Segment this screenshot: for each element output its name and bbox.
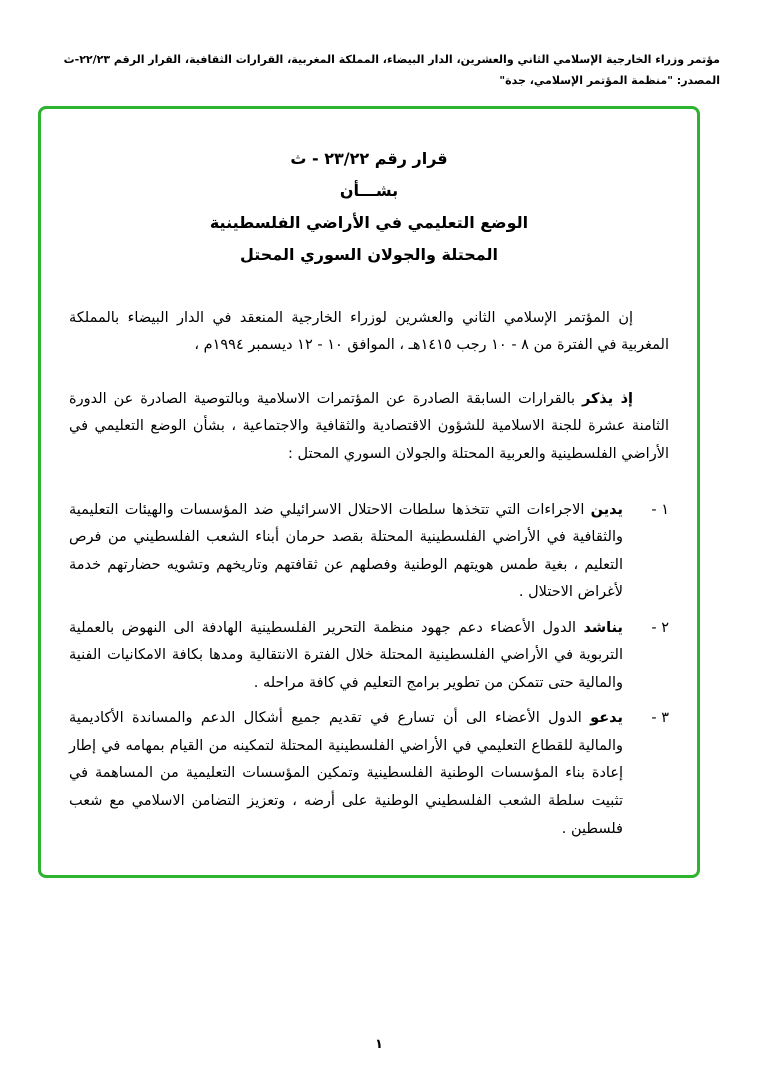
resolution-subject-line2: المحتلة والجولان السوري المحتل <box>239 244 499 264</box>
citation-line2: المصدر: "منظمة المؤتمر الإسلامي، جدة" <box>499 73 720 87</box>
item-lead: يدين <box>590 501 623 518</box>
item-body-text: الدول الأعضاء دعم جهود منظمة التحرير الفلسطينية الهادفة الى النهوض بالعملية التربوية في الأراضي الفلسطينية المحتلة خلال الفترة الانتقالية ومدها بكافة الامكانيات الفنية والمالية حتى تتمكن من تطوير برامج التعليم في كافة مراحله . <box>69 619 623 691</box>
item-lead: يدعو <box>590 710 623 727</box>
operative-items <box>69 497 669 844</box>
list-item <box>69 615 669 698</box>
item-text <box>69 497 623 607</box>
item-number: ٢ - <box>651 619 669 636</box>
preamble-lead: إذ يذكر <box>581 390 634 407</box>
item-body-text: الدول الأعضاء الى أن تسارع في تقديم جميع أشكال الدعم والمساندة الأكاديمية والمالية للقطاع التعليمي في الأراضي الفلسطينية المحتلة لتمكينه من القيام بمهامه في إطار إعادة بناء المؤسسات الوطنية الفلسطينية وتمكين المؤسسات التعليمية من المساهمة في تثبيت سلطة الشعب الفلسطيني الوطنية على أرضه ، وتعزيز التضامن الاسلامي مع شعب فلسطين . <box>69 710 623 837</box>
citation-header <box>0 0 758 92</box>
item-number: ٣ - <box>651 710 669 727</box>
item-text <box>69 705 623 843</box>
preamble-paragraph <box>69 386 669 469</box>
citation-line1: مؤتمر وزراء الخارجية الإسلامي الثاني والعشرين، الدار البيضاء، المملكة المغربية، القرارات الثقافية، القرار الرقم ٢٢/٢٣-ث <box>63 53 720 66</box>
list-item <box>69 497 669 607</box>
item-text <box>69 615 623 698</box>
resolution-titles <box>69 143 669 271</box>
resolution-subject-line1: الوضع التعليمي في الأراضي الفلسطينية <box>209 212 529 232</box>
item-lead: يناشد <box>583 619 623 636</box>
list-item <box>69 705 669 843</box>
opening-paragraph: إن المؤتمر الإسلامي الثاني والعشرين لوزراء الخارجية المنعقد في الدار البيضاء بالمملكة المغربية في الفترة من ٨ - ١٠ رجب ١٤١٥هـ ، الموافق ١٠ - ١٢ ديسمبر ١٩٩٤م ، <box>69 309 669 354</box>
preamble-text: بالقرارات السابقة الصادرة عن المؤتمرات الاسلامية وبالتوصية الصادرة عن الدورة الثامنة عشرة للجنة الاسلامية للشؤون الاقتصادية والثقافية والاجتماعية ، بشأن الوضع التعليمي في الأراضي الفلسطينية والعربية المحتلة والجولان السوري المحتل : <box>69 390 669 462</box>
page-number: ١ <box>375 1037 383 1052</box>
item-body-text: الاجراءات التي تتخذها سلطات الاحتلال الاسرائيلي ضد المؤسسات والهيئات التعليمية والثقافية في الأراضي الفلسطينية المحتلة بقصد حرمان أبناء الشعب الفلسطيني من فرص التعليم ، بغية طمس هويتهم الوطنية وفصلهم عن ثقافتهم وتاريخهم وتشويه حضارتهم خدمة لأغراض الاحتلال . <box>69 501 623 601</box>
item-number: ١ - <box>651 501 669 518</box>
resolution-box <box>38 106 700 878</box>
resolution-number-title: قرار رقم ٢٣/٢٢ - ث <box>290 148 448 168</box>
resolution-subject-word: بشـــأن <box>339 180 399 200</box>
